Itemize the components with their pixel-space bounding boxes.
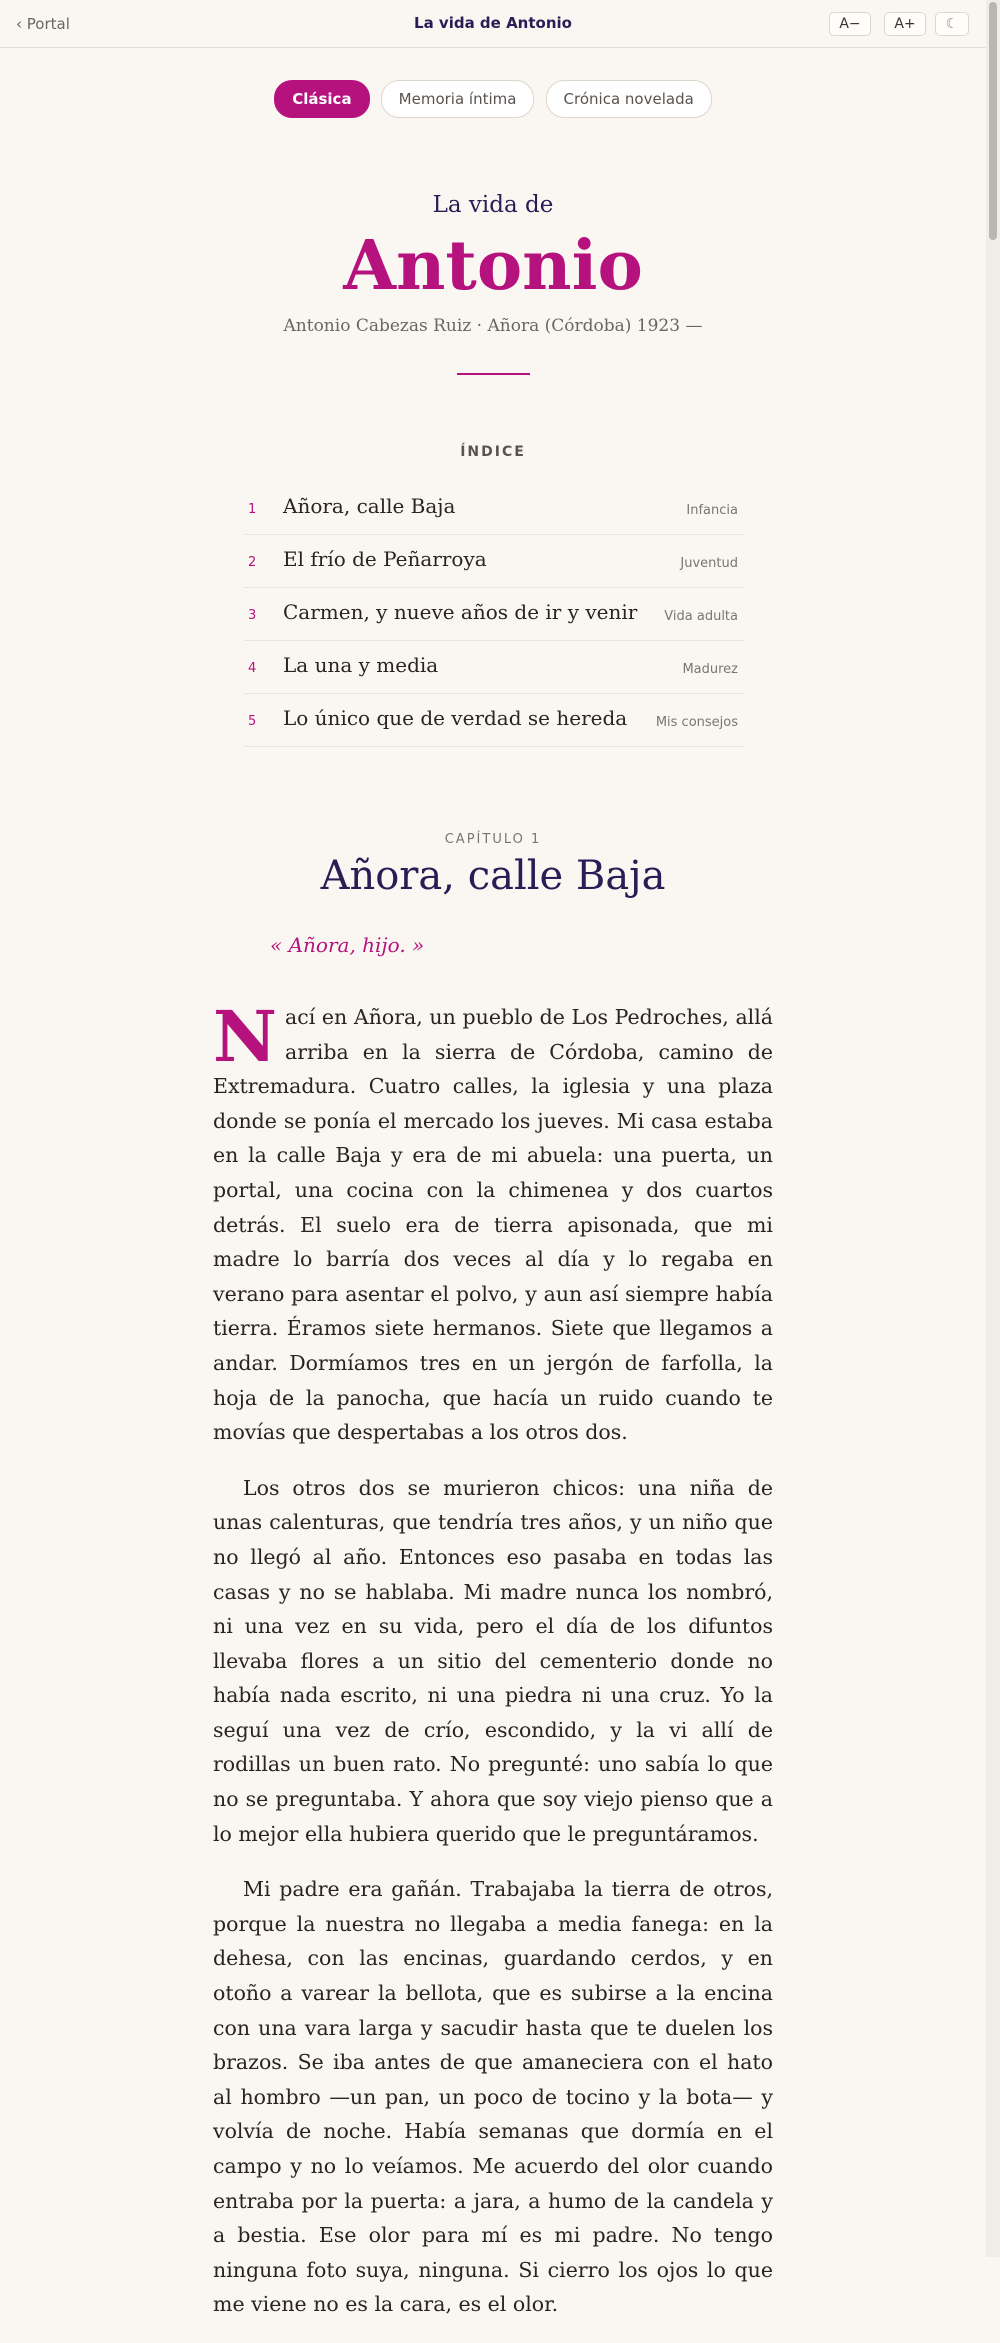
toc-title[interactable]: La una y media	[283, 653, 439, 677]
hero-pretitle: La vida de	[432, 192, 554, 218]
drop-cap: N	[213, 995, 277, 1078]
divider	[457, 373, 530, 375]
hero-subtitle: Antonio Cabezas Ruiz · Añora (Córdoba) 1923 —	[283, 316, 703, 336]
toc-item[interactable]	[244, 641, 744, 694]
toc-tag: Juventud	[680, 556, 738, 571]
scrollbar[interactable]	[986, 0, 1000, 2257]
toc-title[interactable]: Añora, calle Baja	[283, 494, 456, 518]
tab-cronica-novelada[interactable]: Crónica novelada	[546, 80, 712, 118]
toc-number: 5	[248, 714, 257, 729]
toc-tag: Mis consejos	[655, 715, 738, 730]
style-tabs	[0, 80, 986, 118]
toc-title[interactable]: El frío de Peñarroya	[283, 547, 487, 571]
toc-number: 1	[248, 502, 257, 517]
toc-tag: Infancia	[686, 503, 738, 518]
toc-item[interactable]	[244, 694, 744, 747]
paragraph	[213, 995, 773, 1450]
chapter-body	[213, 995, 773, 2343]
toc-item[interactable]	[244, 588, 744, 641]
toc-item[interactable]	[244, 482, 744, 535]
paragraph: Mi padre era gañán. Trabajaba la tierra de otros, porque la nuestra no llegaba a media fanega: en la dehesa, con las encinas, guardando cerdos, y en otoño a varear la bellota, que es subirse a la encina con una vara larga y sacudir hasta que te duelen los brazos. Se iba antes de que amaneciera con el hato al hombro —un pan, un poco de tocino y la bota— y volvía de noche. Había semanas que dormía en el campo y no lo veíamos. Me acuerdo del olor cuando entraba por la puerta: a jara, a humo de la candela y a bestia. Ese olor para mí es mi padre. No tengo ninguna foto suya, ninguna. Si cierro los ojos lo que me viene no es la cara, es el olor.	[213, 1877, 773, 2317]
toc-number: 3	[248, 608, 257, 623]
tab-clasica[interactable]: Clásica	[274, 80, 369, 118]
table-of-contents	[244, 482, 744, 747]
back-to-portal-link[interactable]: ‹ Portal	[16, 15, 70, 33]
increase-font-button[interactable]: A+	[884, 12, 926, 36]
toc-item[interactable]	[244, 535, 744, 588]
toc-number: 4	[248, 661, 257, 676]
scrollbar-thumb[interactable]	[989, 2, 997, 240]
epigraph-text: « Añora, hijo. »	[270, 933, 425, 957]
toc-tag: Madurez	[682, 662, 738, 677]
paragraph: Los otros dos se murieron chicos: una niña de unas calenturas, que tendría tres años, y un niño que no llegó al año. Entonces eso pasaba en todas las casas y no se hablaba. Mi madre nunca los nombró, ni una vez en su vida, pero el día de los difuntos llevaba flores a un sitio del cementerio donde no había nada escrito, ni una piedra ni una cruz. Yo la seguí una vez de crío, escondido, y la vi allí de rodillas un buen rato. No pregunté: uno sabía lo que no se preguntaba. Y ahora que soy viejo pienso que a lo mejor ella hubiera querido que le preguntáramos.	[213, 1475, 773, 1846]
decrease-font-button[interactable]: A−	[829, 12, 871, 36]
theme-toggle-moon-icon[interactable]: ☾	[935, 12, 969, 36]
page-title: La vida de Antonio	[414, 14, 572, 32]
paragraph-text: ací en Añora, un pueblo de Los Pedroches, allá arriba en la sierra de Córdoba, camino de Extremadura. Cuatro calles, la iglesia y una plaza donde se ponía el mercado los jueves. Mi casa estaba en la calle Baja y era de mi abuela: una puerta, un portal, una cocina con la chimenea y dos cuartos detrás. El suelo era de tierra apisonada, que mi madre lo barría dos veces al día y lo regaba en verano para asentar el polvo, y aun así siempre había tierra. Éramos siete hermanos. Siete que llegamos a andar. Dormíamos tres en un jergón de farfolla, la hoja de la panocha, que hacía un ruido cuando te movías que despertabas a los otros dos.	[213, 1005, 773, 1445]
chapter-title: Añora, calle Baja	[320, 853, 666, 899]
toc-number: 2	[248, 555, 257, 570]
index-heading: ÍNDICE	[460, 444, 526, 460]
chapter-label: CAPÍTULO 1	[444, 832, 542, 847]
toc-title[interactable]: Lo único que de verdad se hereda	[283, 706, 628, 730]
top-bar	[0, 0, 986, 48]
hero-name: Antonio	[343, 226, 643, 306]
toc-title[interactable]: Carmen, y nueve años de ir y venir	[283, 600, 638, 624]
toc-tag: Vida adulta	[664, 609, 738, 624]
tab-memoria-intima[interactable]: Memoria íntima	[381, 80, 535, 118]
chapter-epigraph	[270, 933, 424, 957]
